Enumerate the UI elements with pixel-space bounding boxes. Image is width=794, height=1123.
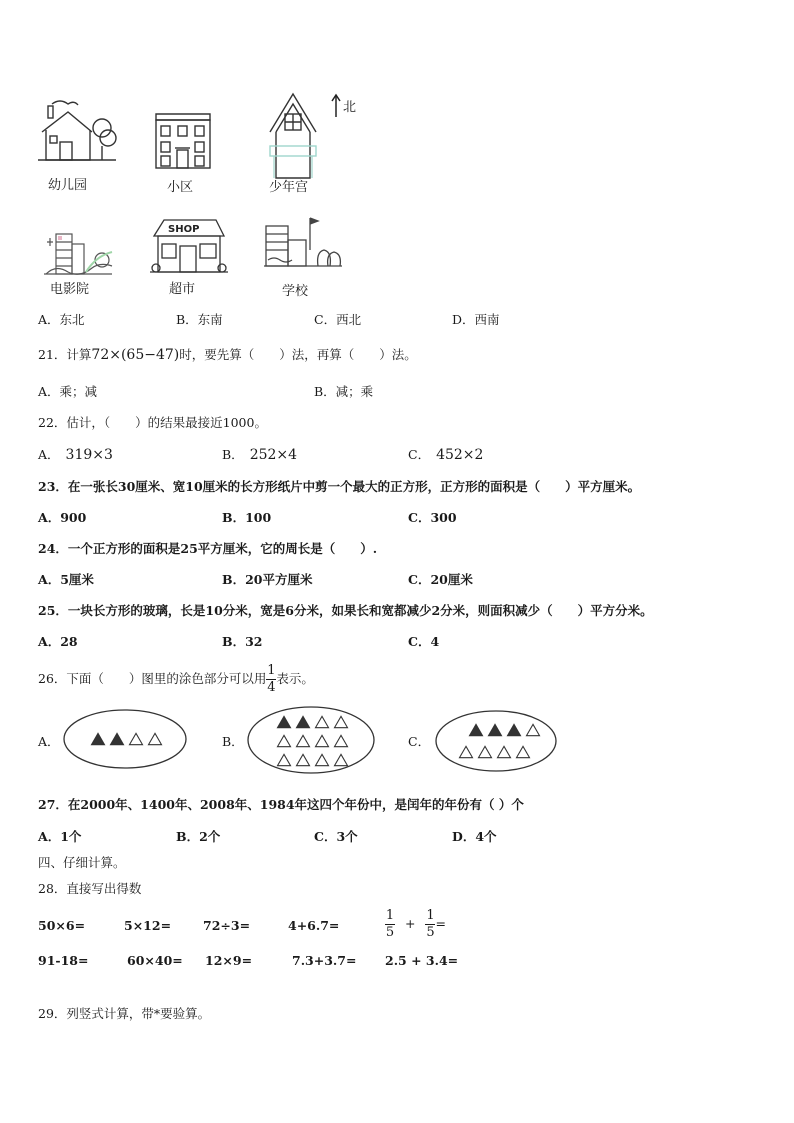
q27-option-a[interactable]: A．1个 [38,829,82,844]
q26-option-b-ellipse[interactable] [246,705,376,775]
q22-option-a[interactable]: A． 319×3 [38,447,113,463]
community-label: 小区 [167,180,194,195]
q26-option-c-label[interactable]: C． [408,734,431,749]
filled-triangle [92,733,105,744]
q24-stem: 24．一个正方形的面积是25平方厘米，它的周长是（ ）. [38,541,378,556]
fraction-b: $\frac{1}{5}$ [426,908,435,940]
q27-stem: 27．在2000年、1400年、2008年、1984年这四个年份中，是闰年的年份有（ ）个 [38,797,524,812]
q28-item[interactable]: 7.3+3.7= [292,953,357,968]
empty-triangle [335,716,348,727]
q24-option-c[interactable]: C．20厘米 [408,572,473,587]
school-label: 学校 [282,284,309,299]
empty-triangle [297,754,310,765]
filled-triangle [489,724,502,735]
supermarket-icon [150,216,228,278]
filled-triangle [297,716,310,727]
empty-triangle [335,735,348,746]
empty-triangle [517,746,530,757]
q28-item[interactable]: 4+6.7= [288,918,340,933]
q22-expr-a: 319×3 [65,447,113,463]
q23-stem: 23．在一张长30厘米、宽10厘米的长方形纸片中剪一个最大的正方形，正方形的面积是（ ）平方厘米。 [38,479,641,494]
empty-triangle [278,754,291,765]
q27-option-b[interactable]: B．2个 [176,829,221,844]
picture-grid [30,88,390,303]
empty-triangle [149,733,162,744]
filled-triangle [508,724,521,735]
q26-prefix: 26．下面（ ）图里的涂色部分可以用 [38,671,267,686]
empty-triangle [335,754,348,765]
q28-item[interactable]: 12×9= [205,953,253,968]
q28-item[interactable]: 60×40= [127,953,183,968]
empty-triangle [316,716,329,727]
q22-option-c[interactable]: C． 452×2 [408,447,484,463]
youth-palace-label: 少年宫 [269,180,309,195]
q21-expression: 72×(65−47) [91,347,180,363]
q20-option-a[interactable]: A．东北 [38,312,85,327]
q28-item[interactable]: 50×6= [38,918,86,933]
empty-triangle [130,733,143,744]
q25-option-b[interactable]: B．32 [222,634,263,649]
q21-option-b[interactable]: B．减；乘 [314,384,374,399]
q25-stem: 25．一块长方形的玻璃，长是10分米，宽是6分米，如果长和宽都减少2分米，则面积减少（ ）平方分米。 [38,603,653,618]
filled-triangle [278,716,291,727]
community-building-icon [154,112,212,170]
q29-stem: 29．列竖式计算，带*要验算。 [38,1006,211,1021]
q22-option-b[interactable]: B． 252×4 [222,447,298,463]
q21-suffix: 时，要先算（ ）法，再算（ ）法。 [179,347,417,362]
filled-triangle [470,724,483,735]
kindergarten-icon [38,102,118,164]
q26-option-a-ellipse[interactable] [62,708,188,770]
empty-triangle [316,754,329,765]
kindergarten-label: 幼儿园 [48,178,88,193]
q23-option-a[interactable]: A．900 [38,510,87,525]
q27-option-d[interactable]: D．4个 [452,829,497,844]
q26-option-c-ellipse[interactable] [434,709,558,773]
q26-stem [38,662,314,696]
cinema-icon [42,228,114,280]
q20-option-c[interactable]: C．西北 [314,312,362,327]
cinema-label: 电影院 [50,282,90,297]
youth-palace-icon [266,92,322,182]
empty-triangle [498,746,511,757]
q28-item[interactable]: 91-18= [38,953,89,968]
q25-option-c[interactable]: C．4 [408,634,440,649]
q28-fraction-sum[interactable]: $\frac{1}{5}$ + $\frac{1}{5}$ = [385,908,446,940]
q24-option-a[interactable]: A．5厘米 [38,572,94,587]
q26-fraction: $\frac{1}{4}$ [267,663,276,695]
q20-option-d[interactable]: D．西南 [452,312,500,327]
empty-triangle [297,735,310,746]
q26-option-b-label[interactable]: B． [222,734,244,749]
q25-option-a[interactable]: A．28 [38,634,78,649]
q26-option-a-label[interactable]: A． [38,734,60,749]
q22-expr-b: 252×4 [249,447,298,463]
school-icon [262,216,344,276]
north-arrow-icon [331,94,341,118]
q20-option-b[interactable]: B．东南 [176,312,223,327]
section-four-heading: 四、仔细计算。 [38,855,126,870]
q21-prefix: 21．计算 [38,347,92,362]
empty-triangle [527,724,540,735]
q22-stem: 22．估计，（ ）的结果最接近1000。 [38,415,267,430]
supermarket-label: 超市 [169,282,196,297]
q27-option-c[interactable]: C．3个 [314,829,358,844]
empty-triangle [460,746,473,757]
q24-option-b[interactable]: B．20平方厘米 [222,572,313,587]
q23-option-c[interactable]: C．300 [408,510,457,525]
q28-item[interactable]: 2.5 + 3.4= [385,953,459,968]
q28-item[interactable]: 72÷3= [203,918,251,933]
empty-triangle [278,735,291,746]
fraction-a: $\frac{1}{5}$ [385,908,395,940]
north-label: 北 [343,100,357,115]
q23-option-b[interactable]: B．100 [222,510,272,525]
filled-triangle [111,733,124,744]
q21-option-a[interactable]: A．乘；减 [38,384,98,399]
shop-sign-text: SHOP [168,224,200,235]
q28-item[interactable]: 5×12= [124,918,172,933]
q21-stem [38,347,417,363]
q22-expr-c: 452×2 [436,447,484,463]
q28-stem: 28．直接写出得数 [38,881,142,896]
q26-suffix: 表示。 [276,671,314,686]
empty-triangle [316,735,329,746]
empty-triangle [479,746,492,757]
